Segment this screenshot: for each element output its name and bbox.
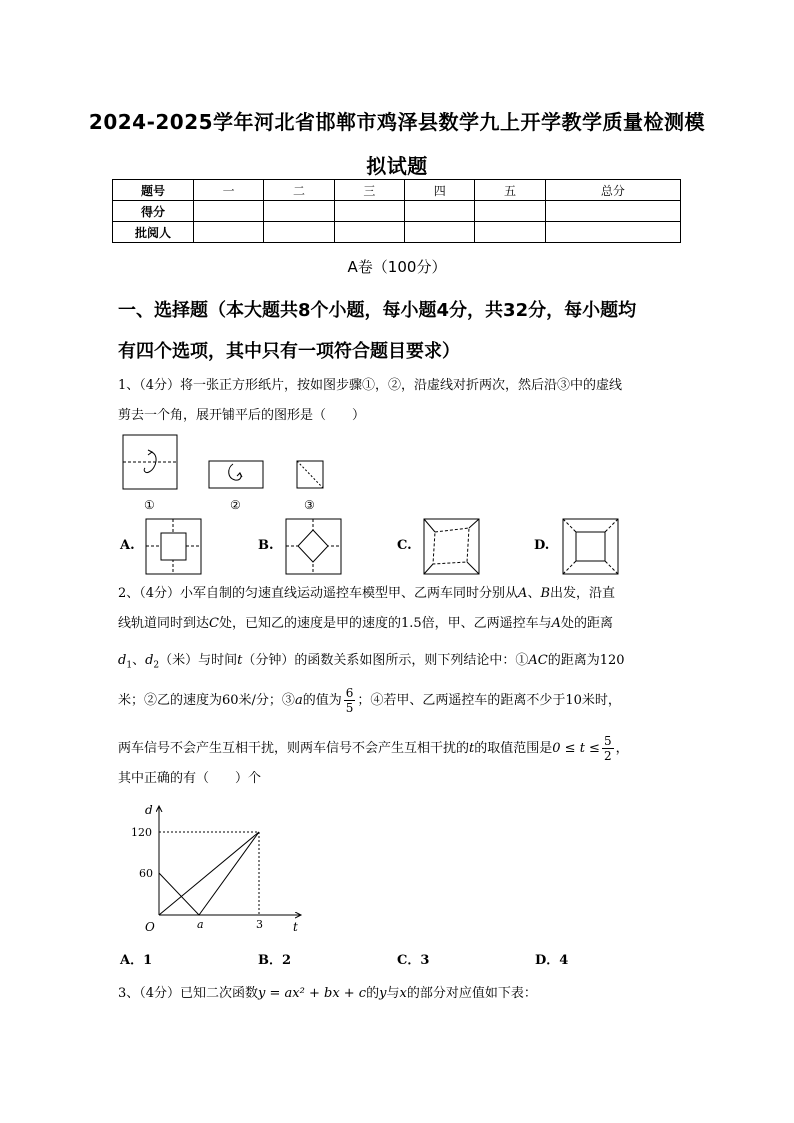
q3-text-line1: 3、（4分）已知二次函数y = ax² + bx + c的y与x的部分对应值如下表：	[118, 986, 537, 1001]
score-cell	[545, 201, 680, 222]
row-label: 批阅人	[113, 222, 194, 243]
score-table-header-row	[113, 180, 681, 201]
header-cell: 一	[194, 180, 264, 201]
q2-text-line5: 两车信号不会产生互相干扰，则两车信号不会产生互相干扰的t的取值范围是0 ≤ t ≤ $\frac{5}{2}$ ，	[118, 734, 629, 763]
q1-fold-steps-figure	[115, 430, 345, 515]
fold-step-1	[123, 435, 177, 489]
reviewer-cell	[334, 222, 404, 243]
exam-title-line2: 拟试题	[366, 154, 428, 178]
score-cell	[194, 201, 264, 222]
q1-option-d-figure[interactable]	[562, 518, 620, 576]
q1-option-c-label[interactable]: C.	[397, 538, 412, 553]
q2-distance-time-graph	[115, 798, 315, 938]
q3-equation: y = ax² + bx + c	[258, 986, 367, 1001]
section1-heading-line1: 一、选择题（本大题共8个小题，每小题4分，共32分，每小题均	[118, 300, 637, 321]
header-cell: 题号	[113, 180, 194, 201]
header-cell: 五	[475, 180, 545, 201]
q2-text-line4: 米；②乙的速度为60米/分；③a的值为 $\frac{6}{5}$ ；④若甲、乙两遥控车的距离不少于10米时，	[118, 686, 621, 715]
q1-option-b-label[interactable]: B.	[258, 538, 274, 553]
q1-option-d-label[interactable]: D.	[534, 538, 550, 553]
q1-text-line1: 1、（4分）将一张正方形纸片，按如图步骤①，②，沿虚线对折两次，然后沿③中的虚线	[118, 378, 623, 393]
q1-option-b-figure[interactable]	[285, 518, 343, 576]
q1-option-a-label[interactable]: A.	[120, 538, 135, 553]
x-tick-label: 3	[256, 918, 263, 931]
reviewer-cell	[405, 222, 475, 243]
q1-text-line2: 剪去一个角，展开铺平后的图形是（ ）	[118, 408, 366, 423]
exam-title-line1: 2024-2025学年河北省邯郸市鸡泽县数学九上开学教学质量检测模	[88, 110, 706, 134]
reviewer-cell	[475, 222, 545, 243]
section1-heading-line2: 有四个选项，其中只有一项符合题目要求）	[118, 341, 460, 362]
q2-text-line2: 线轨道同时到达C处，已知乙的速度是甲的速度的1.5倍，甲、乙两遥控车与A处的距离	[118, 616, 614, 631]
fold-step-2	[209, 461, 263, 488]
reviewer-cell	[545, 222, 680, 243]
x-axis-label: t	[293, 920, 298, 934]
score-row	[113, 201, 681, 222]
step-label: ③	[304, 498, 315, 512]
q2-option-c[interactable]: C．3	[397, 953, 430, 968]
score-table	[112, 179, 681, 243]
fraction-five-halves: $\frac{5}{2}$	[603, 734, 612, 763]
score-cell	[334, 201, 404, 222]
q2-text-line6: 其中正确的有（ ）个	[118, 771, 262, 786]
step-label: ②	[230, 498, 241, 512]
step-label: ①	[144, 498, 155, 512]
q1-option-a-figure[interactable]	[145, 518, 203, 576]
q2-option-d[interactable]: D．4	[535, 953, 569, 968]
score-cell	[475, 201, 545, 222]
q2-option-a[interactable]: A．1	[120, 953, 153, 968]
fold-step-3	[297, 461, 323, 488]
score-cell	[264, 201, 334, 222]
y-tick-label: 60	[139, 867, 153, 880]
fraction-six-fifths: $\frac{6}{5}$	[345, 686, 354, 715]
q1-option-c-figure[interactable]	[423, 518, 481, 576]
q2-option-b[interactable]: B．2	[258, 953, 292, 968]
paper-a-heading: A卷（100分）	[347, 258, 447, 276]
reviewer-cell	[194, 222, 264, 243]
origin-label: O	[145, 920, 155, 934]
x-tick-label: a	[197, 918, 204, 931]
header-cell: 总分	[545, 180, 680, 201]
header-cell: 三	[334, 180, 404, 201]
reviewer-cell	[264, 222, 334, 243]
y-tick-label: 120	[131, 826, 152, 839]
header-cell: 四	[405, 180, 475, 201]
header-cell: 二	[264, 180, 334, 201]
y-axis-label: d	[145, 803, 153, 817]
row-label: 得分	[113, 201, 194, 222]
line-d1	[159, 832, 259, 915]
score-cell	[405, 201, 475, 222]
q2-text-line1: 2、（4分）小军自制的匀速直线运动遥控车模型甲、乙两车同时分别从A、B出发，沿直	[118, 586, 616, 601]
reviewer-row	[113, 222, 681, 243]
q2-text-line3: $d_1$、$d_2$（米）与时间t（分钟）的函数关系如图所示，则下列结论中：①AC的距离为120	[118, 653, 625, 671]
